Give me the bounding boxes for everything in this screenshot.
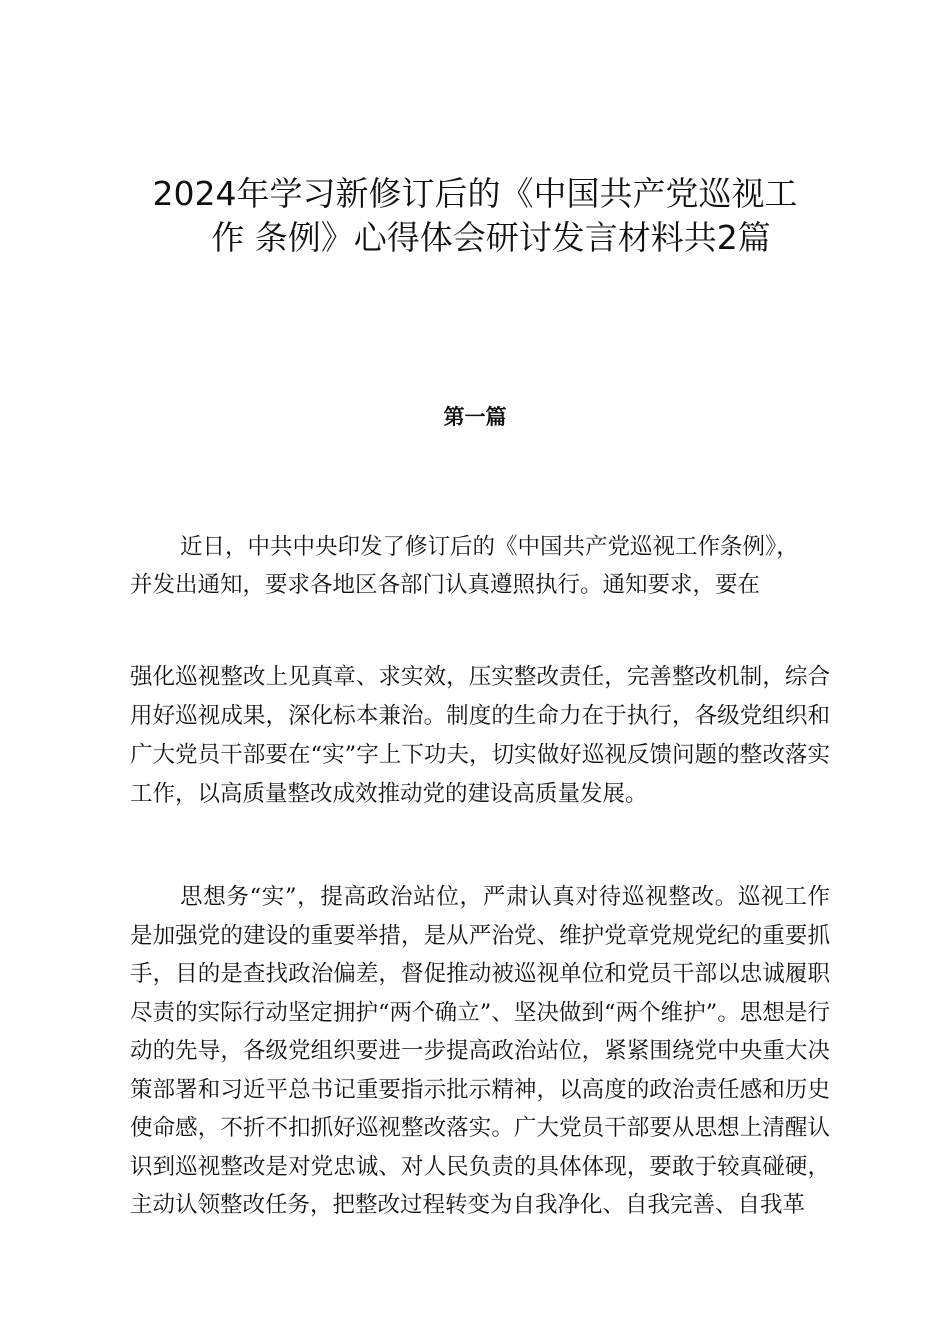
document-title-line-2: 作 条例》心得体会研讨发言材料共2篇 — [211, 218, 771, 257]
document-title-line-1: 2024年学习新修订后的《中国共产党巡视工 — [152, 174, 798, 213]
section-heading: 第一篇 — [443, 405, 507, 429]
paragraph-rectification: 强化巡视整改上见真章、求实效，压实整改责任，完善整改机制，综合用好巡视成果，深化标本兼治。制度的生命力在于执行，各级党组织和广大党员干部要在“实”字上下功夫，切实做好巡视反馈问题的整改落实工作，以高质量整改成效推动党的建设高质量发展。 — [130, 664, 830, 807]
document-title — [0, 172, 950, 260]
paragraph-ideology: 思想务“实”，提高政治站位，严肃认真对待巡视整改。巡视工作是加强党的建设的重要举措，是从严治党、维护党章党规党纪的重要抓手，目的是查找政治偏差，督促推动被巡视单位和党员干部以忠诚履职尽责的实际行动坚定拥护“两个确立”、坚决做到“两个维护”。思想是行动的先导，各级党组织要进一步提高政治站位，紧紧围绕党中央重大决策部署和习近平总书记重要指示批示精神，以高度的政治责任感和历史使命感，不折不扣抓好巡视整改落实。广大党员干部要从思想上清醒认识到巡视整改是对党忠诚、对人民负责的具体体现，要敢于较真碰硬，主动认领整改任务，把整改过程转变为自我净化、自我完善、自我革 — [130, 884, 830, 1218]
paragraph-intro: 近日，中共中央印发了修订后的《中国共产党巡视工作条例》，并发出通知，要求各地区各部门认真遵照执行。通知要求，要在 — [130, 534, 799, 598]
